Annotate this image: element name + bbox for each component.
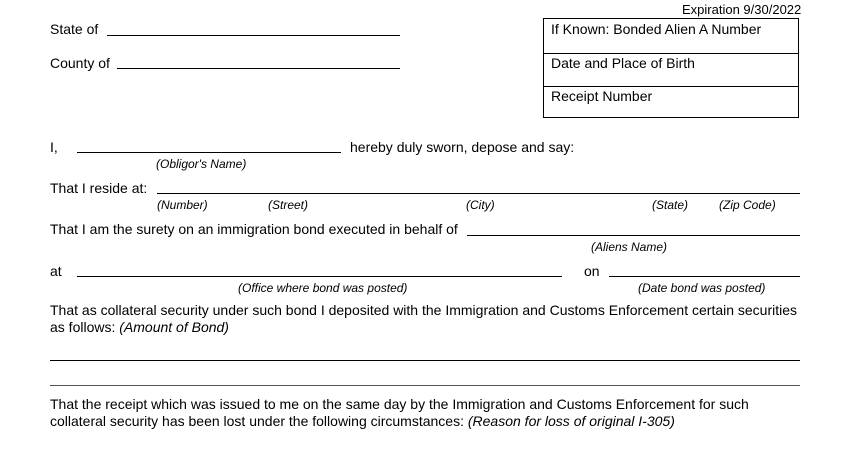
expiration-date: Expiration 9/30/2022 (682, 2, 802, 17)
alien-name-caption: (Aliens Name) (591, 240, 668, 254)
state-field[interactable] (107, 35, 400, 36)
state-caption: (State) (652, 198, 689, 212)
obligor-name-caption: (Obligor's Name) (156, 157, 247, 171)
county-label: County of (50, 55, 110, 71)
collateral-text: That as collateral security under such bond I deposited with the Immigration and Customs Enforcement certain securities as follows: (50, 302, 798, 335)
county-field[interactable] (117, 68, 400, 69)
alien-number-label: If Known: Bonded Alien A Number (551, 21, 762, 37)
number-caption: (Number) (157, 198, 208, 212)
reason-caption: (Reason for loss of original I-305) (467, 413, 675, 429)
on-label: on (584, 263, 600, 279)
amount-field-line-2[interactable] (50, 385, 800, 386)
amount-field-line-1[interactable] (50, 360, 800, 361)
zip-caption: (Zip Code) (719, 198, 776, 212)
receipt-number-field[interactable] (544, 86, 798, 116)
office-field[interactable] (77, 276, 562, 277)
office-caption: (Office where bond was posted) (238, 281, 408, 295)
date-caption: (Date bond was posted) (638, 281, 766, 295)
state-label: State of (50, 21, 99, 37)
street-caption: (Street) (268, 198, 309, 212)
amount-caption: (Amount of Bond) (119, 319, 229, 335)
birth-field[interactable] (544, 53, 798, 87)
reside-label: That I reside at: (50, 180, 148, 196)
address-field[interactable] (157, 193, 800, 194)
receipt-number-label: Receipt Number (551, 88, 653, 104)
alien-name-field[interactable] (467, 235, 800, 236)
city-caption: (City) (466, 198, 495, 212)
identifier-box (543, 18, 799, 118)
birth-label: Date and Place of Birth (551, 55, 695, 71)
collateral-paragraph (50, 302, 805, 336)
surety-text: That I am the surety on an immigration bond executed in behalf of (50, 221, 458, 237)
receipt-text: That the receipt which was issued to me on the same day by the Immigration and Customs Enforcement for such collateral security has been lost under the following circumstances: (50, 396, 749, 429)
receipt-paragraph (50, 396, 770, 430)
bond-date-field[interactable] (609, 276, 800, 277)
oath-i-label: I, (50, 139, 58, 155)
sworn-text: hereby duly sworn, depose and say: (350, 139, 575, 155)
alien-number-field[interactable] (544, 19, 798, 54)
obligor-name-field[interactable] (77, 152, 341, 153)
at-label: at (50, 263, 62, 279)
